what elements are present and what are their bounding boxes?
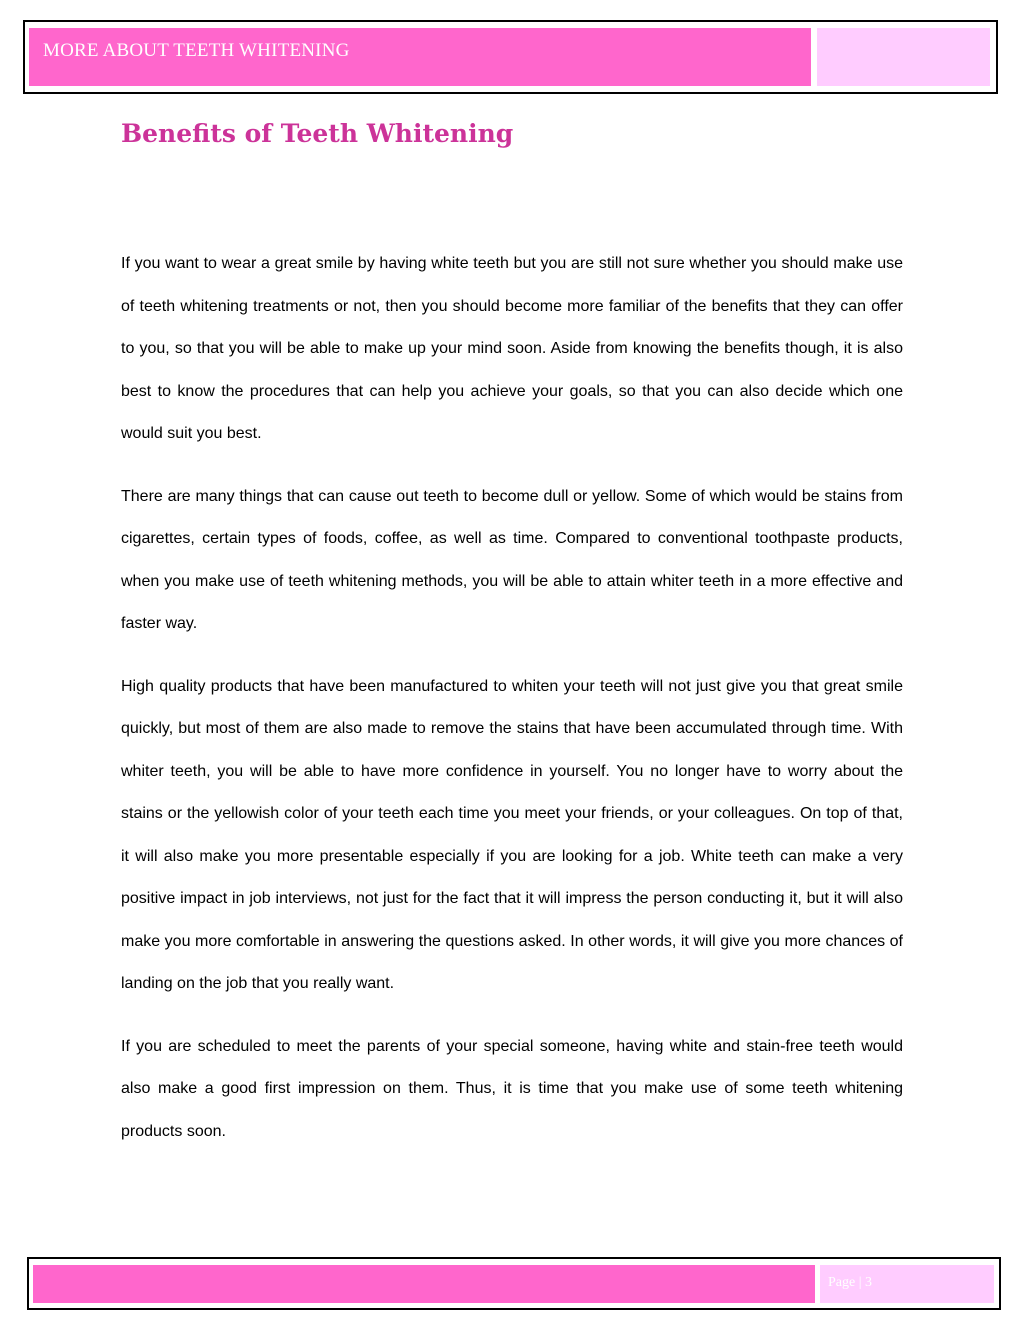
footer-frame: [27, 1257, 1001, 1310]
paragraph: If you want to wear a great smile by having white teeth but you are still not sure whether you should make use of teeth whitening treatments or not, then you should become more familiar of the benefits that they can offer to you, so that you will be able to make up your mind soon. Aside from knowing the benefits though, it is also best to know the procedures that can help you achieve your goals, so that you can also decide which one would suit you best.: [121, 255, 903, 442]
paragraph: If you are scheduled to meet the parents of your special someone, having white and stain-free teeth would also make a good first impression on them. Thus, it is time that you make use of some teeth whitening products soon.: [121, 1037, 903, 1140]
footer-bar: [33, 1265, 815, 1303]
header-title: MORE ABOUT TEETH WHITENING: [43, 40, 350, 61]
paragraph: There are many things that can cause out teeth to become dull or yellow. Some of which would be stains from cigarettes, certain types of foods, coffee, as well as time. Compared to conventional toothpaste products, when you make use of teeth whitening methods, you will be able to attain whiter teeth in a more effective and faster way.: [121, 487, 903, 632]
paragraph: High quality products that have been manufactured to whiten your teeth will not just give you that great smile quickly, but most of them are also made to remove the stains that have been accumulated through time. With whiter teeth, you will be able to have more confidence in yourself. You no longer have to worry about the stains or the yellowish color of your teeth each time you meet your friends, or your colleagues. On top of that, it will also make you more presentable especially if you are looking for a job. White teeth can make a very positive impact in job interviews, not just for the fact that it will impress the person conducting it, but it will also make you more comfortable in answering the questions asked. In other words, it will give you more chances of landing on the job that you really want.: [121, 677, 903, 992]
header-frame: [23, 20, 998, 94]
footer-side-block: [820, 1265, 994, 1303]
header-side-block: [817, 28, 990, 86]
article-body: [121, 243, 903, 1173]
page-number: Page | 3: [828, 1275, 873, 1290]
page-title: Benefits of Teeth Whitening: [121, 119, 514, 148]
header-bar: [29, 28, 811, 86]
